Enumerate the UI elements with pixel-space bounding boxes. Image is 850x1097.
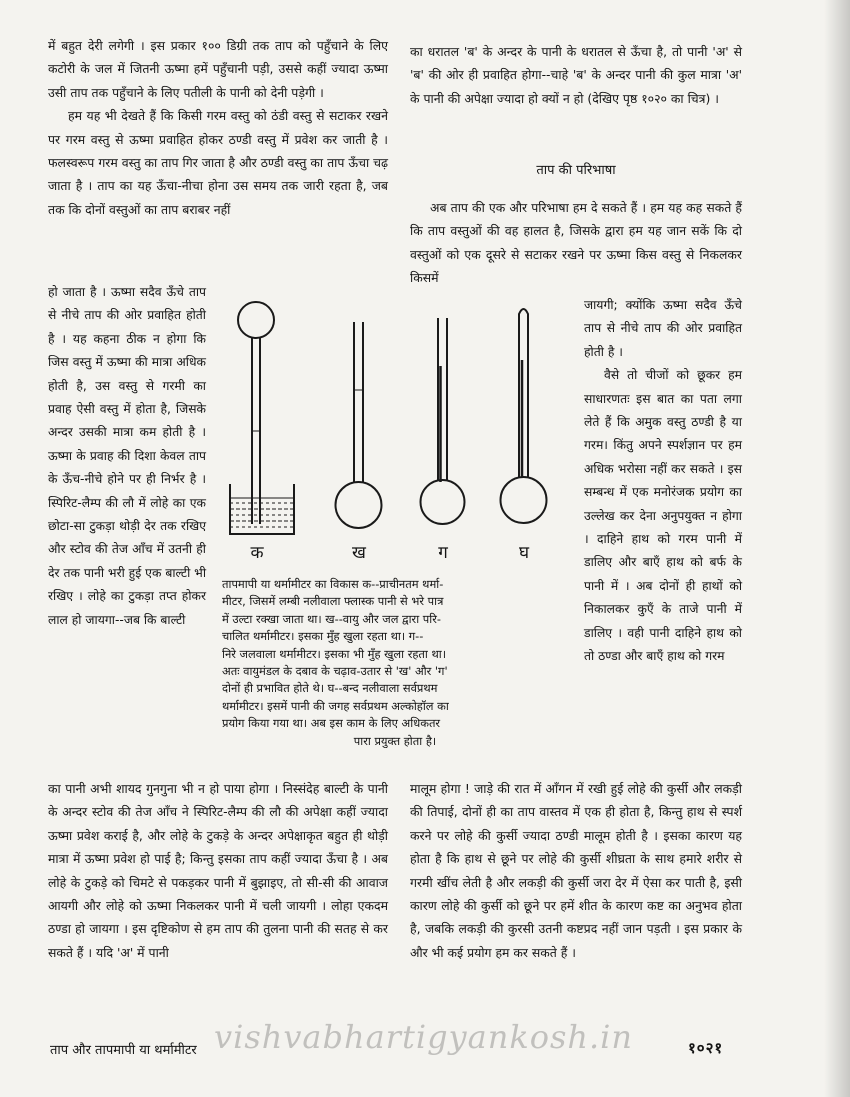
caption-line: निरे जलवाला थर्मामीटर। इसका भी मुँह खुला रहता था। [222,646,447,661]
running-footer-title: ताप और तापमापी या थर्मामीटर [50,1043,197,1058]
figure-label-kha: ख [352,543,366,563]
figure-label-ga: ग [438,543,448,563]
left-column-bottom [48,777,388,964]
thermometer-ga [421,318,465,524]
paragraph-chair-experiment: मालूम होगा ! जाड़े की रात में आँगन में रखी हुई लोहे की कुर्सी और लकड़ी की तिपाई, दोनों ही का ताप वास्तव में एक ही होता है, किन्तु हाथ से स्पर्श करने पर लोहे की कुर्सी ज्यादा ठण्डी मालूम होती है । इसका कारण यह होता है कि हाथ से छूने पर लोहे की कुर्सी शीघ्रता के साथ हमारे शरीर से गरमी खींच लेती है और लकड़ी की कुर्सी जरा देर में ऐसा कर पाती है, इसी कारण लोहे की कुर्सी को छूने पर हमें शीत के कारण कष्ट का अनुभव होता है, जबकि लकड़ी की कुरसी उतनी कष्टप्रद नहीं जान पड़ती । इस प्रकार के और भी कई प्रयोग हम कर सकते हैं । [410,781,742,960]
caption-line: प्रयोग किया गया था। अब इस काम के लिए अधिकतर [222,716,441,731]
right-column-narrow [584,294,742,669]
left-column-top [48,34,388,221]
caption-line: तापमापी या थर्मामीटर का विकास क--प्राचीनतम थर्मा- [222,577,444,591]
left-column-narrow [48,281,206,632]
paragraph-definition: अब ताप की एक और परिभाषा हम दे सकते हैं । हम यह कह सकते हैं कि ताप वस्तुओं की वह हालत है, जिसके द्वारा हम यह जान सकें कि दो वस्तुओं को एक दूसरे से सटाकर रखने पर ऊष्मा किस वस्तु से निकलकर किसमें [410,200,742,286]
paragraph-continuation: में बहुत देरी लगेगी । इस प्रकार १०० डिग्री तक ताप को पहुँचाने के लिए कटोरी के जल में जितनी ऊष्मा हमें पहुँचानी पड़ी, उससे कहीं ज्यादा ऊष्मा उसी ताप तक पहुँचाने के लिए पतीली के पानी को देनी पड़ेगी । [48,38,388,100]
thermometer-ka [230,302,294,534]
caption-line: में उल्टा रक्खा जाता था। ख--वायु और जल द्वारा परि- [222,611,441,626]
thermometer-gha [501,309,547,523]
thermometer-figure [212,296,582,566]
caption-line: दोनों ही प्रभावित होते थे। घ--बन्द नलीवाला सर्वप्रथम [222,681,438,696]
caption-line: अतः वायुमंडल के दबाव के चढ़ाव-उतार से 'ख' और 'ग' [222,664,448,679]
caption-line: मीटर, जिसमें लम्बी नलीवाला फ्लास्क पानी से भरे पात्र [222,594,444,609]
paragraph-heat-direction: हो जाता है । ऊष्मा सदैव ऊँचे ताप से नीचे ताप की ओर प्रवाहित होती है । यह कहना ठीक न होगा कि जिस वस्तु में ऊष्मा की मात्रा अधिक होती है, उस वस्तु से गरमी का प्रवाह ऐसी वस्तु में होता है, जिसके अन्दर उसकी मात्रा कम होती है । ऊष्मा के प्रवाह की दिशा केवल ताप के ऊँच-नीचे होने पर ही निर्भर है । स्पिरिट-लैम्प की लौ में लोहे का एक छोटा-सा टुकड़ा थोड़ी देर तक रखिए और स्टोव की तेज आँच में उतनी ही देर तक पानी भरी हुई एक बाल्टी भी रखिए । लोहे का टुकड़ा तप्त होकर लाल हो जायगा--जब कि बाल्टी [48,285,207,627]
right-column-bottom [410,777,742,964]
figure-label-ka: क [250,543,264,563]
right-column-top [410,40,742,110]
paragraph-water-level: का धरातल 'ब' के अन्दर के पानी के धरातल से ऊँचा है, तो पानी 'अ' से 'ब' की ओर ही प्रवाहित होगा--चाहे 'ब' के अन्दर पानी की कुल मात्रा 'अ' के पानी की अपेक्षा ज्यादा हो क्यों न हो (देखिए पृष्ठ १०२० का चित्र) । [410,44,742,106]
page-edge-shadow [824,0,850,1097]
page-number: १०२१ [688,1039,724,1057]
caption-line: चालित थर्मामीटर। इसका मुँह खुला रहता था। ग-- [222,629,424,644]
figure-caption [222,576,568,750]
paragraph-heat-flow: हम यह भी देखते हैं कि किसी गरम वस्तु को ठंडी वस्तु से सटाकर रखने पर गरम वस्तु से ऊष्मा प्रवाहित होकर ठण्डी वस्तु में प्रवेश कर जाती है । फलस्वरूप गरम वस्तु का ताप गिर जाता है और ठण्डी वस्तु का ताप ऊँचा चढ़ जाता है । ताप का यह ऊँचा-नीचा होना उस समय तक जारी रहता है, जब तक कि दोनों वस्तुओं का ताप बराबर नहीं [48,108,388,217]
caption-line: थर्मामीटर। इसमें पानी की जगह सर्वप्रथम अल्कोहॉल का [222,698,449,713]
right-definition [410,196,742,290]
thermometer-kha [336,322,382,528]
section-heading: ताप की परिभाषा [536,163,616,178]
paragraph-iron-bucket: का पानी अभी शायद गुनगुना भी न हो पाया होगा । निस्संदेह बाल्टी के पानी के अन्दर स्टोव की तेज आँच ने स्पिरिट-लैम्प की लौ की अपेक्षा कहीं ज्यादा ऊष्मा प्रवेश कराई है, और लोहे के टुकड़े के अन्दर अपेक्षाकृत बहुत ही थोड़ी मात्रा में ऊष्मा प्रवेश हो पाई है; किन्तु इसका ताप कहीं ज्यादा ऊँचा है । अब लोहे के टुकड़े को चिमटे से पकड़कर पानी में बुझाइए, तो सी-सी की आवाज आयगी और लोहे को ऊष्मा निकलकर पानी में चली जायगी । लोहा एकदम ठण्डा हो जायगा । इस दृष्टिकोण से हम ताप की तुलना पानी की सतह से कर सकते हैं । यदि 'अ' में पानी [48,781,388,960]
paragraph-definition-end: जायगी; क्योंकि ऊष्मा सदैव ऊँचे ताप से नीचे ताप की ओर प्रवाहित होती है । [584,298,742,359]
figure-label-gha: घ [518,543,530,563]
caption-line: पारा प्रयुक्त होता है। [353,733,437,748]
watermark: vishvabhartigyankosh.in [214,1018,634,1056]
paragraph-touch-experiment: वैसे तो चीजों को छूकर हम साधारणतः इस बात का पता लगा लेते हैं कि अमुक वस्तु ठण्डी है या गरम। किंतु अपने स्पर्शज्ञान पर हम अधिक भरोसा नहीं कर सकते । इस सम्बन्ध में एक मनोरंजक प्रयोग का उल्लेख कर देना अनुपयुक्त न होगा । दाहिने हाथ को गरम पानी में डालिए और बाएँ हाथ को बर्फ के पानी में । अब दोनों ही हाथों को निकालकर कुएँ के ताजे पानी में डालिए । वही पानी दाहिने हाथ को तो ठण्डा और बाएँ हाथ को गरम [584,368,742,664]
